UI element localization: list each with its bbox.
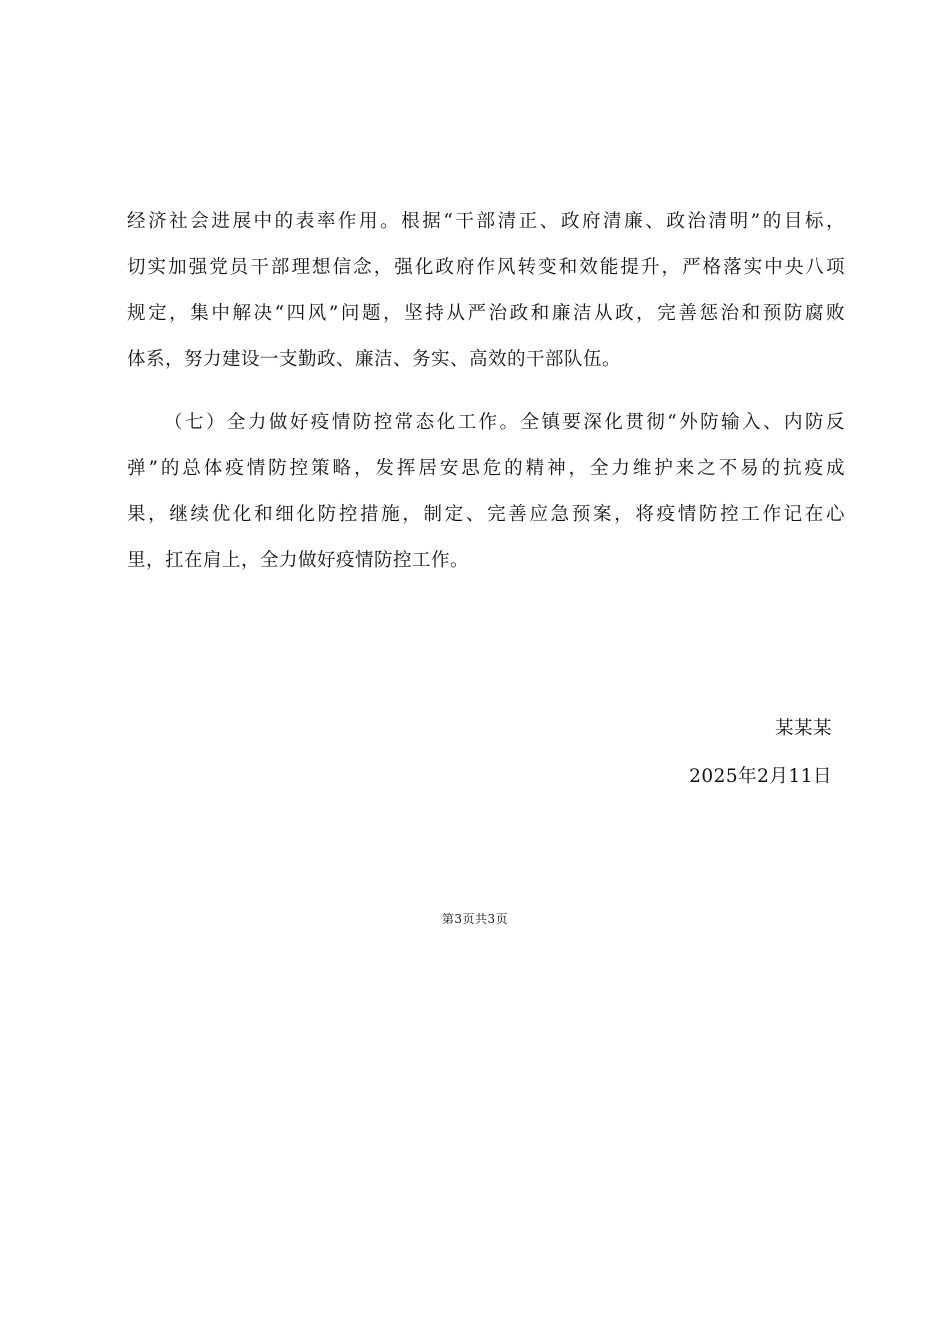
paragraph-line: 经济社会进展中的表率作用。根据“干部清正、政府清廉、政治清明”的目标，	[127, 211, 845, 232]
paragraph-line: 切实加强党员干部理想信念，强化政府作风转变和效能提升，严格落实中央八项	[127, 257, 845, 278]
paragraph-line: 果，继续优化和细化防控措施，制定、完善应急预案，将疫情防控工作记在心	[127, 504, 845, 525]
paragraph-line: （七）全力做好疫情防控常态化工作。全镇要深化贯彻“外防输入、内防反	[164, 412, 845, 433]
page-footer: 第3页共3页	[441, 912, 509, 926]
signature-name: 某某某	[774, 718, 832, 739]
signature-date: 2025年2月11日	[689, 766, 832, 787]
paragraph-line: 体系，努力建设一支勤政、廉洁、务实、高效的干部队伍。	[127, 349, 622, 370]
paragraph-line: 规定，集中解决“四风”问题，坚持从严治政和廉洁从政，完善惩治和预防腐败	[127, 303, 845, 324]
paragraph-line: 里，扛在肩上，全力做好疫情防控工作。	[127, 550, 470, 571]
paragraph-seven	[127, 405, 845, 589]
paragraph-continuation	[127, 204, 845, 388]
paragraph-line: 弹”的总体疫情防控策略，发挥居安思危的精神，全力维护来之不易的抗疫成	[127, 458, 845, 479]
